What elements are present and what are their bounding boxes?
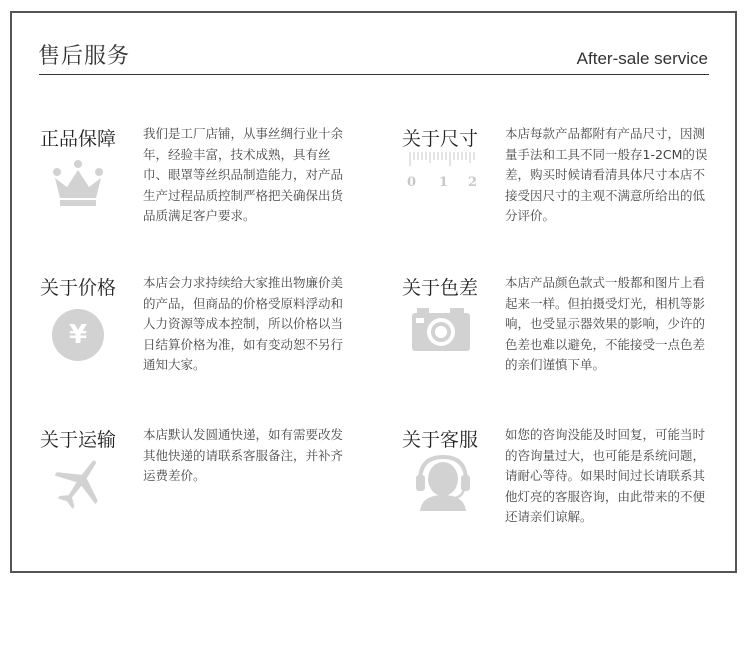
ruler-label: 1 — [439, 175, 449, 190]
section-heading: 关于尺寸 — [402, 128, 479, 150]
page-title: 售后服务 — [38, 44, 131, 69]
section-text: 本店每款产品都附有产品尺寸，因测量手法和工具不同一般存1-2CM的误差，购买时候请看清具体尺寸本店不接受因尺寸的主观不满意所给出的低分评价。 — [505, 126, 708, 223]
title-divider — [39, 74, 709, 75]
section-text: 本店产品颜色款式一般都和图片上看起来一样。但拍摄受灯光，相机等影响，也受显示器效果的影响，少许的色差也难以避免，不能接受一点色差的亲们谨慎下单。 — [505, 275, 706, 372]
airplane-icon — [50, 455, 108, 513]
camera-icon — [410, 305, 472, 355]
section-heading: 关于色差 — [402, 277, 479, 299]
yen-coin-icon — [50, 307, 106, 363]
section-text: 我们是工厂店铺，从事丝绸行业十余年，经验丰富，技术成熟，具有丝巾、眼罩等丝织品制造能力，对产品生产过程品质控制严格把关确保出货品质满足客户要求。 — [143, 126, 344, 223]
section-text: 本店默认发圆通快递，如有需要改发其他快递的请联系客服备注，并补齐运费差价。 — [143, 427, 344, 483]
section-heading: 关于客服 — [402, 429, 479, 451]
ruler-icon — [406, 152, 478, 196]
section-text: 如您的咨询没能及时回复，可能当时的咨询量过大，也可能是系统问题，请耐心等待。如果时间过长请联系其他灯亮的客服咨询，由此带来的不便还请亲们谅解。 — [505, 427, 706, 524]
crown-icon — [50, 156, 106, 212]
page-subtitle: After-sale service — [576, 49, 708, 68]
ruler-label: 0 — [407, 175, 417, 190]
section-heading: 关于价格 — [40, 277, 117, 299]
section-heading: 正品保障 — [40, 128, 117, 150]
section-text: 本店会力求持续给大家推出物廉价美的产品，但商品的价格受原料浮动和人力资源等成本控制，所以价格以当日结算价格为准，如有变动恕不另行通知大家。 — [143, 275, 344, 372]
section-heading: 关于运输 — [40, 429, 117, 451]
headset-icon — [414, 451, 472, 511]
coin-symbol: ¥ — [68, 320, 88, 350]
ruler-label: 2 — [468, 175, 478, 190]
